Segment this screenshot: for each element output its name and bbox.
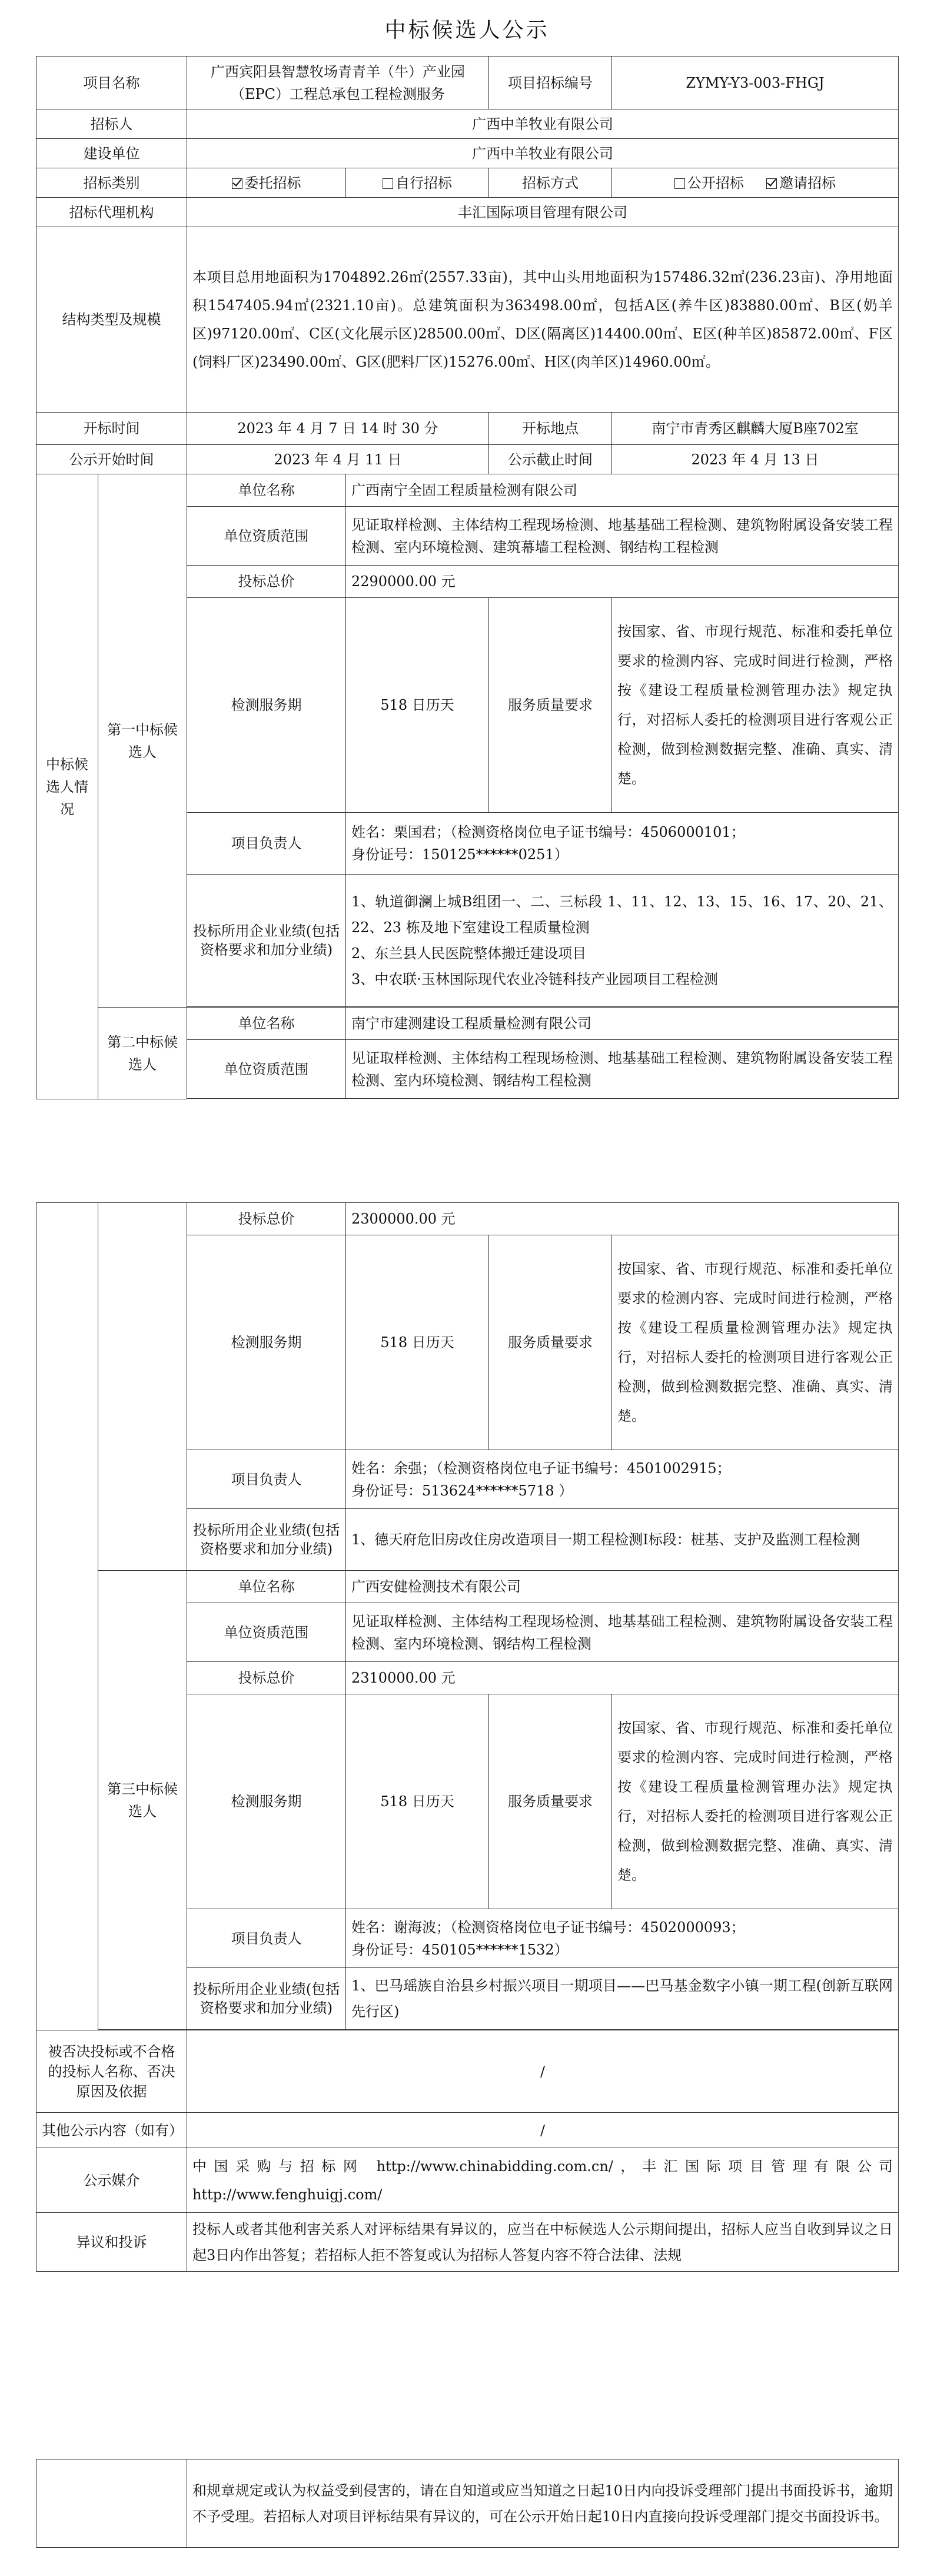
- tender-category-label: 招标类别: [36, 168, 187, 198]
- qualification-label: 单位资质范围: [187, 507, 346, 566]
- quality-value: 按国家、省、市现行规范、标准和委托单位要求的检测内容、完成时间进行检测，严格按《建设工程质量检测管理办法》规定执行，对招标人委托的检测项目进行客观公正检测，做到检测数据完整、准确、真实、清楚。: [612, 598, 899, 813]
- rejected-value: /: [187, 2030, 899, 2113]
- candidate-rank-label: 第一中标候选人: [98, 474, 187, 1008]
- service-period-value: 518 日历天: [346, 1694, 489, 1909]
- checkbox-empty-icon: [383, 178, 393, 189]
- service-period-value: 518 日历天: [346, 1235, 489, 1450]
- checkbox-checked-icon: [232, 178, 242, 189]
- pub-end-label: 公示截止时间: [489, 445, 612, 474]
- builder-value: 广西中羊牧业有限公司: [187, 139, 899, 168]
- objection-value-cont: 和规章规定或认为权益受到侵害的，请在自知道或应当知道之日起10日内向投诉受理部门提出书面投诉书，逾期不予受理。若招标人对项目评标结果有异议的，可在公示开始日起10日内直接向投诉受理部门提交书面投诉书。: [187, 2459, 899, 2548]
- performance-value: [346, 1968, 899, 2030]
- qualification-value: 见证取样检测、主体结构工程现场检测、地基基础工程检测、建筑物附属设备安装工程检测、室内环境检测、钢结构工程检测: [346, 1040, 899, 1099]
- leader-label: 项目负责人: [187, 1909, 346, 1968]
- leader-label: 项目负责人: [187, 813, 346, 875]
- tender-category-option: [346, 168, 489, 198]
- leader-line: 身份证号：450105******1532）: [351, 1941, 569, 1958]
- service-period-label: 检测服务期: [187, 1694, 346, 1909]
- media-label: 公示媒介: [36, 2148, 187, 2213]
- unit-name-label: 单位名称: [187, 1571, 346, 1603]
- bid-price-label: 投标总价: [187, 1203, 346, 1235]
- service-period-value: 518 日历天: [346, 598, 489, 813]
- objection-label: 异议和投诉: [36, 2213, 187, 2272]
- rejected-label: 被否决投标或不合格的投标人名称、否决原因及依据: [36, 2030, 187, 2113]
- bid-price-label: 投标总价: [187, 1662, 346, 1694]
- tender-no-label: 项目招标编号: [489, 56, 612, 109]
- unit-name-value: 广西安健检测技术有限公司: [346, 1571, 899, 1603]
- open-place-value: 南宁市青秀区麒麟大厦B座702室: [612, 413, 899, 445]
- agency-value: 丰汇国际项目管理有限公司: [187, 198, 899, 227]
- scale-label: 结构类型及规模: [36, 227, 187, 413]
- project-name-value: 广西宾阳县智慧牧场青青羊（牛）产业园（EPC）工程总承包工程检测服务: [187, 56, 489, 109]
- scale-text: 本项目总用地面积为1704892.26㎡(2557.33亩)，其中山头用地面积为157486.32㎡(236.23亩)、净用地面积1547405.94㎡(2321.10亩)。总建筑面积为363498.00㎡，包括A区(养牛区)83880.00㎡、B区(奶羊区)97120.00㎡、C区(文化展示区)28500.00㎡、D区(隔离区)14400.00㎡、E区(种羊区)85872.00㎡、F区(饲料厂区)23490.00㎡、G区(肥料厂区)15276.00㎡、H区(肉羊区)14960.00㎡。: [187, 227, 899, 413]
- project-name-label: 项目名称: [36, 56, 187, 109]
- candidate-rank-label: 第三中标候选人: [98, 1571, 187, 2030]
- quality-value: 按国家、省、市现行规范、标准和委托单位要求的检测内容、完成时间进行检测，严格按《建设工程质量检测管理办法》规定执行，对招标人委托的检测项目进行客观公正检测，做到检测数据完整、准确、真实、清楚。: [612, 1235, 899, 1450]
- unit-name-label: 单位名称: [187, 1008, 346, 1040]
- performance-item: 2、东兰县人民医院整体搬迁建设项目: [351, 945, 587, 962]
- leader-line: 姓名：栗国君；（检测资格岗位电子证书编号：4506000101；: [351, 824, 745, 840]
- option-label: 公开招标: [687, 174, 744, 191]
- tender-method-options: [612, 168, 899, 198]
- bid-price-value: 2290000.00 元: [346, 566, 899, 598]
- objection-value: 投标人或者其他利害关系人对评标结果有异议的，应当在中标候选人公示期间提出，招标人应当自收到异议之日起3日内作出答复；若招标人拒不答复或认为招标人答复内容不符合法律、法规: [187, 2213, 899, 2272]
- performance-value: [346, 1509, 899, 1571]
- other-value: /: [187, 2113, 899, 2148]
- builder-label: 建设单位: [36, 139, 187, 168]
- objection-label-cont: [36, 2459, 187, 2548]
- pub-start-label: 公示开始时间: [36, 445, 187, 474]
- bid-price-value: 2310000.00 元: [346, 1662, 899, 1694]
- performance-label: 投标所用企业业绩(包括资格要求和加分业绩): [187, 1509, 346, 1571]
- pub-end-value: 2023 年 4 月 13 日: [612, 445, 899, 474]
- tender-method-label: 招标方式: [489, 168, 612, 198]
- candidate-rank-label: 第二中标候选人: [98, 1008, 187, 1099]
- open-time-label: 开标时间: [36, 413, 187, 445]
- tender-no-value: ZYMY-Y3-003-FHGJ: [612, 56, 899, 109]
- leader-line: 身份证号：513624******5718 ）: [351, 1482, 573, 1499]
- performance-value: [346, 875, 899, 1007]
- unit-name-label: 单位名称: [187, 474, 346, 507]
- qualification-value: 见证取样检测、主体结构工程现场检测、地基基础工程检测、建筑物附属设备安装工程检测、室内环境检测、建筑幕墙工程检测、钢结构工程检测: [346, 507, 899, 566]
- page-title: 中标候选人公示: [384, 18, 550, 42]
- performance-label: 投标所用企业业绩(包括资格要求和加分业绩): [187, 875, 346, 1007]
- performance-item: 1、德天府危旧房改住房改造项目一期工程检测Ⅰ标段：桩基、支护及监测工程检测: [351, 1531, 860, 1548]
- quality-label: 服务质量要求: [489, 1694, 612, 1909]
- qualification-value: 见证取样检测、主体结构工程现场检测、地基基础工程检测、建筑物附属设备安装工程检测、室内环境检测、钢结构工程检测: [346, 1603, 899, 1662]
- leader-line: 姓名：谢海波；（检测资格岗位电子证书编号：4502000093；: [351, 1919, 745, 1936]
- candidate-2-cont: [98, 1203, 187, 1571]
- option-label: 委托招标: [244, 174, 301, 191]
- candidates-section-label: 中标候选人情况: [36, 474, 98, 1099]
- leader-line: 身份证号：150125******0251）: [351, 846, 569, 863]
- service-period-label: 检测服务期: [187, 1235, 346, 1450]
- service-period-label: 检测服务期: [187, 598, 346, 813]
- pub-start-value: 2023 年 4 月 11 日: [187, 445, 489, 474]
- option-label: 邀请招标: [779, 174, 836, 191]
- tenderer-value: 广西中羊牧业有限公司: [187, 109, 899, 139]
- bid-price-value: 2300000.00 元: [346, 1203, 899, 1235]
- performance-item: 1、巴马瑶族自治县乡村振兴项目一期项目——巴马基金数字小镇一期工程(创新互联网先行区): [351, 1977, 893, 2020]
- agency-label: 招标代理机构: [36, 198, 187, 227]
- announcement-table-page1: [36, 56, 899, 1099]
- tender-category-option: [187, 168, 346, 198]
- performance-label: 投标所用企业业绩(包括资格要求和加分业绩): [187, 1968, 346, 2030]
- media-value: 中国采购与招标网 http://www.chinabidding.com.cn/，丰汇国际项目管理有限公司 http://www.fenghuigj.com/: [187, 2148, 899, 2213]
- announcement-table-page3: [36, 2459, 899, 2548]
- tenderer-label: 招标人: [36, 109, 187, 139]
- option-label: 自行招标: [395, 174, 452, 191]
- announcement-table-page2: [36, 1202, 899, 2272]
- performance-item: 1、轨道御澜上城B组团一、二、三标段 1、11、12、13、15、16、17、20、21、22、23 栋及地下室建设工程质量检测: [351, 893, 893, 936]
- qualification-label: 单位资质范围: [187, 1040, 346, 1099]
- leader-value: [346, 813, 899, 875]
- qualification-label: 单位资质范围: [187, 1603, 346, 1662]
- quality-label: 服务质量要求: [489, 598, 612, 813]
- checkbox-checked-icon: [766, 178, 777, 189]
- leader-value: [346, 1909, 899, 1968]
- open-place-label: 开标地点: [489, 413, 612, 445]
- performance-item: 3、中农联·玉林国际现代农业冷链科技产业园项目工程检测: [351, 971, 718, 988]
- bid-price-label: 投标总价: [187, 566, 346, 598]
- leader-line: 姓名：余强；（检测资格岗位电子证书编号：4501002915；: [351, 1460, 731, 1477]
- candidates-section-cont: [36, 1203, 98, 2030]
- open-time-value: 2023 年 4 月 7 日 14 时 30 分: [187, 413, 489, 445]
- quality-value: 按国家、省、市现行规范、标准和委托单位要求的检测内容、完成时间进行检测，严格按《建设工程质量检测管理办法》规定执行，对招标人委托的检测项目进行客观公正检测，做到检测数据完整、准确、真实、清楚。: [612, 1694, 899, 1909]
- checkbox-empty-icon: [674, 178, 685, 189]
- leader-value: [346, 1450, 899, 1509]
- other-label: 其他公示内容（如有）: [36, 2113, 187, 2148]
- quality-label: 服务质量要求: [489, 1235, 612, 1450]
- leader-label: 项目负责人: [187, 1450, 346, 1509]
- unit-name-value: 南宁市建测建设工程质量检测有限公司: [346, 1008, 899, 1040]
- unit-name-value: 广西南宁全固工程质量检测有限公司: [346, 474, 899, 507]
